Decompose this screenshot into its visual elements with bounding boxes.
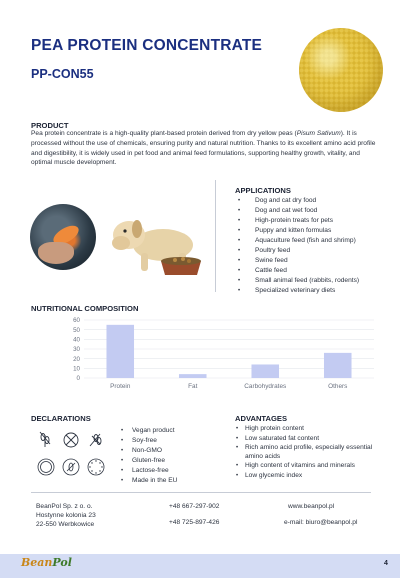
list-item: • Poultry feed bbox=[238, 246, 373, 256]
product-title: PEA PROTEIN CONCENTRATE bbox=[31, 37, 263, 54]
dog-eating-photo bbox=[101, 209, 209, 279]
list-item: • Swine feed bbox=[238, 256, 373, 266]
declarations-heading: DECLARATIONS bbox=[31, 414, 91, 423]
y-tick-label: 0 bbox=[76, 375, 80, 383]
list-item: • Low glycemic index bbox=[236, 472, 376, 481]
wheat-free-icon bbox=[40, 432, 50, 447]
made-in-eu-badge-icon bbox=[88, 459, 104, 475]
list-item: • Vegan product bbox=[121, 426, 177, 436]
phone-secondary[interactable]: +48 725-897-426 bbox=[169, 519, 220, 526]
applications-list bbox=[238, 196, 373, 296]
street-address: Hostynne kolonia 23 bbox=[36, 512, 96, 519]
phone-primary[interactable]: +48 667-297-902 bbox=[169, 503, 220, 510]
list-item: • Made in the EU bbox=[121, 476, 177, 486]
list-item: • Gluten-free bbox=[121, 456, 177, 466]
list-item: • Cattle feed bbox=[238, 266, 373, 276]
y-tick-label: 10 bbox=[73, 365, 80, 373]
bar-carbohydrates bbox=[251, 364, 279, 378]
x-tick-label: Carbohydrates bbox=[244, 383, 287, 390]
list-item: • Aquaculture feed (fish and shrimp) bbox=[238, 236, 373, 246]
product-description: Pea protein concentrate is a high-quality plant-based protein derived from dry yellow peas (Pisum Sativum). It is processed without the use of chemicals, ensuring purity and natural nutrition. Thanks to its excellent amino acid profile and digestibility, it is widely used in pet food and animal feed formulations, supporting healthy growth, vitality, and optimal muscle development. bbox=[31, 130, 376, 167]
page-number: 4 bbox=[384, 560, 388, 567]
list-item: • High protein content bbox=[236, 425, 376, 434]
bar-protein bbox=[106, 325, 134, 378]
section-divider bbox=[215, 180, 216, 292]
y-tick-label: 20 bbox=[73, 355, 80, 363]
no-gluten-grain-icon bbox=[90, 434, 101, 446]
list-item: • High-protein treats for pets bbox=[238, 216, 373, 226]
y-tick-label: 50 bbox=[73, 326, 80, 334]
bar-fat bbox=[179, 374, 207, 378]
list-item: • Dog and cat wet food bbox=[238, 206, 373, 216]
advantages-heading: ADVANTAGES bbox=[235, 414, 288, 423]
applications-heading: APPLICATIONS bbox=[235, 186, 291, 195]
advantages-list bbox=[236, 425, 376, 482]
list-item: • Low saturated fat content bbox=[236, 435, 376, 444]
gluten-free-badge-icon bbox=[63, 459, 79, 475]
koi-feeding-photo bbox=[30, 204, 96, 270]
company-name: BeanPol Sp. z o. o. bbox=[36, 503, 93, 510]
y-tick-label: 30 bbox=[73, 346, 80, 354]
x-tick-label: Others bbox=[328, 383, 348, 390]
product-code: PP-CON55 bbox=[31, 67, 94, 81]
list-item: • Specialized veterinary diets bbox=[238, 286, 373, 296]
list-item: • Non-GMO bbox=[121, 446, 177, 456]
y-tick-label: 40 bbox=[73, 336, 80, 344]
lactose-free-badge-icon bbox=[38, 459, 54, 475]
email-link[interactable]: e-mail: biuro@beanpol.pl bbox=[284, 519, 358, 526]
latin-name: Pisum Sativum bbox=[296, 130, 341, 137]
y-tick-label: 60 bbox=[73, 317, 80, 325]
x-tick-label: Protein bbox=[110, 383, 131, 390]
company-address bbox=[36, 502, 96, 529]
nutrition-bar-chart bbox=[60, 314, 380, 394]
pea-protein-image bbox=[299, 28, 383, 112]
website-link[interactable]: www.beanpol.pl bbox=[288, 503, 335, 510]
list-item: • Rich amino acid profile, especially essential amino acids bbox=[236, 444, 376, 461]
product-heading: PRODUCT bbox=[31, 121, 69, 130]
list-item: • Lactose-free bbox=[121, 466, 177, 476]
list-item: • Dog and cat dry food bbox=[238, 196, 373, 206]
no-soy-icon bbox=[64, 433, 78, 447]
list-item: • Puppy and kitten formulas bbox=[238, 226, 373, 236]
declarations-list bbox=[121, 426, 177, 486]
list-item: • Soy-free bbox=[121, 436, 177, 446]
nutrition-heading: NUTRITIONAL COMPOSITION bbox=[31, 304, 139, 313]
bar-others bbox=[324, 353, 352, 378]
list-item: • Small animal feed (rabbits, rodents) bbox=[238, 276, 373, 286]
beanpol-logo: BeanPol bbox=[21, 556, 72, 569]
x-tick-label: Fat bbox=[188, 383, 198, 390]
list-item: • High content of vitamins and minerals bbox=[236, 462, 376, 471]
declaration-icons bbox=[36, 430, 110, 480]
footer-divider bbox=[31, 492, 371, 493]
city-address: 22-550 Werbkowice bbox=[36, 521, 95, 528]
